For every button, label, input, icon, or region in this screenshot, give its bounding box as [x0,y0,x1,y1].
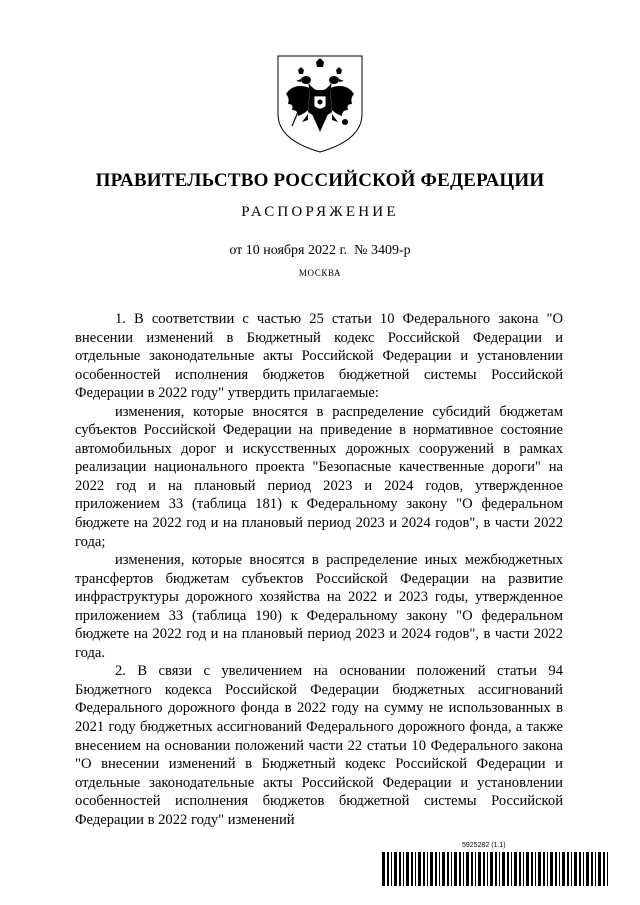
date-and-number: от 10 ноября 2022 г. № 3409-р [229,243,411,258]
paragraph-4: 2. В связи с увеличением на основании положений статьи 94 Бюджетного кодекса Российской Федерации бюджетных ассигнований Федерального дорожного фонда в 2022 году на сумму не использованных в 2021 году бюджетных ассигнований Федерального дорожного фонда, а также внесением на основании положений части 22 статьи 10 Федерального закона "О внесении изменений в Бюджетный кодекс Российской Федерации и отдельные законодательные акты Российской Федерации и установлении особенностей исполнения бюджетов бюджетной системы Российской Федерации в 2022 году" изменений [75,663,563,828]
paragraph-1: 1. В соответствии с частью 25 статьи 10 Федерального закона "О внесении изменений в Бюджетный кодекс Российской Федерации и отдельные законодательные акты Российской Федерации и установлении особенностей исполнения бюджетов бюджетной системы Российской Федерации в 2022 году" утвердить прилагаемые: [75,311,563,402]
paragraph-3: изменения, которые вносятся в распределение иных межбюджетных трансфертов бюджетам субъектов Российской Федерации на развитие инфраструктуры дорожного хозяйства на 2022 и 2023 годы, утвержденное приложением 33 (таблица 190) к Федеральному закону "О федеральном бюджете на 2022 год и на плановый период 2023 и 2024 годов", в части 2022 года. [75,552,563,661]
document-body [75,310,563,829]
city: МОСКВА [298,268,342,278]
paragraph-2: изменения, которые вносятся в распределение субсидий бюджетам субъектов Российской Федерации на приведение в нормативное состояние автомобильных дорог и искусственных дорожных сооружений в рамках реализации национального проекта "Безопасные качественные дороги" на 2022 год и на плановый период 2023 и 2024 годов, утвержденное приложением 33 (таблица 181) к Федеральному закону "О федеральном бюджете на 2022 год и на плановый период 2023 и 2024 годов", в части 2022 года; [75,403,563,550]
document-title: ПРАВИТЕЛЬСТВО РОССИЙСКОЙ ФЕДЕРАЦИИ [95,170,545,191]
barcode-number: 5925282 (1.1) [462,842,506,849]
barcode-icon [382,852,612,886]
document-type: РАСПОРЯЖЕНИЕ [241,204,399,220]
double-headed-eagle-emblem [272,52,368,156]
